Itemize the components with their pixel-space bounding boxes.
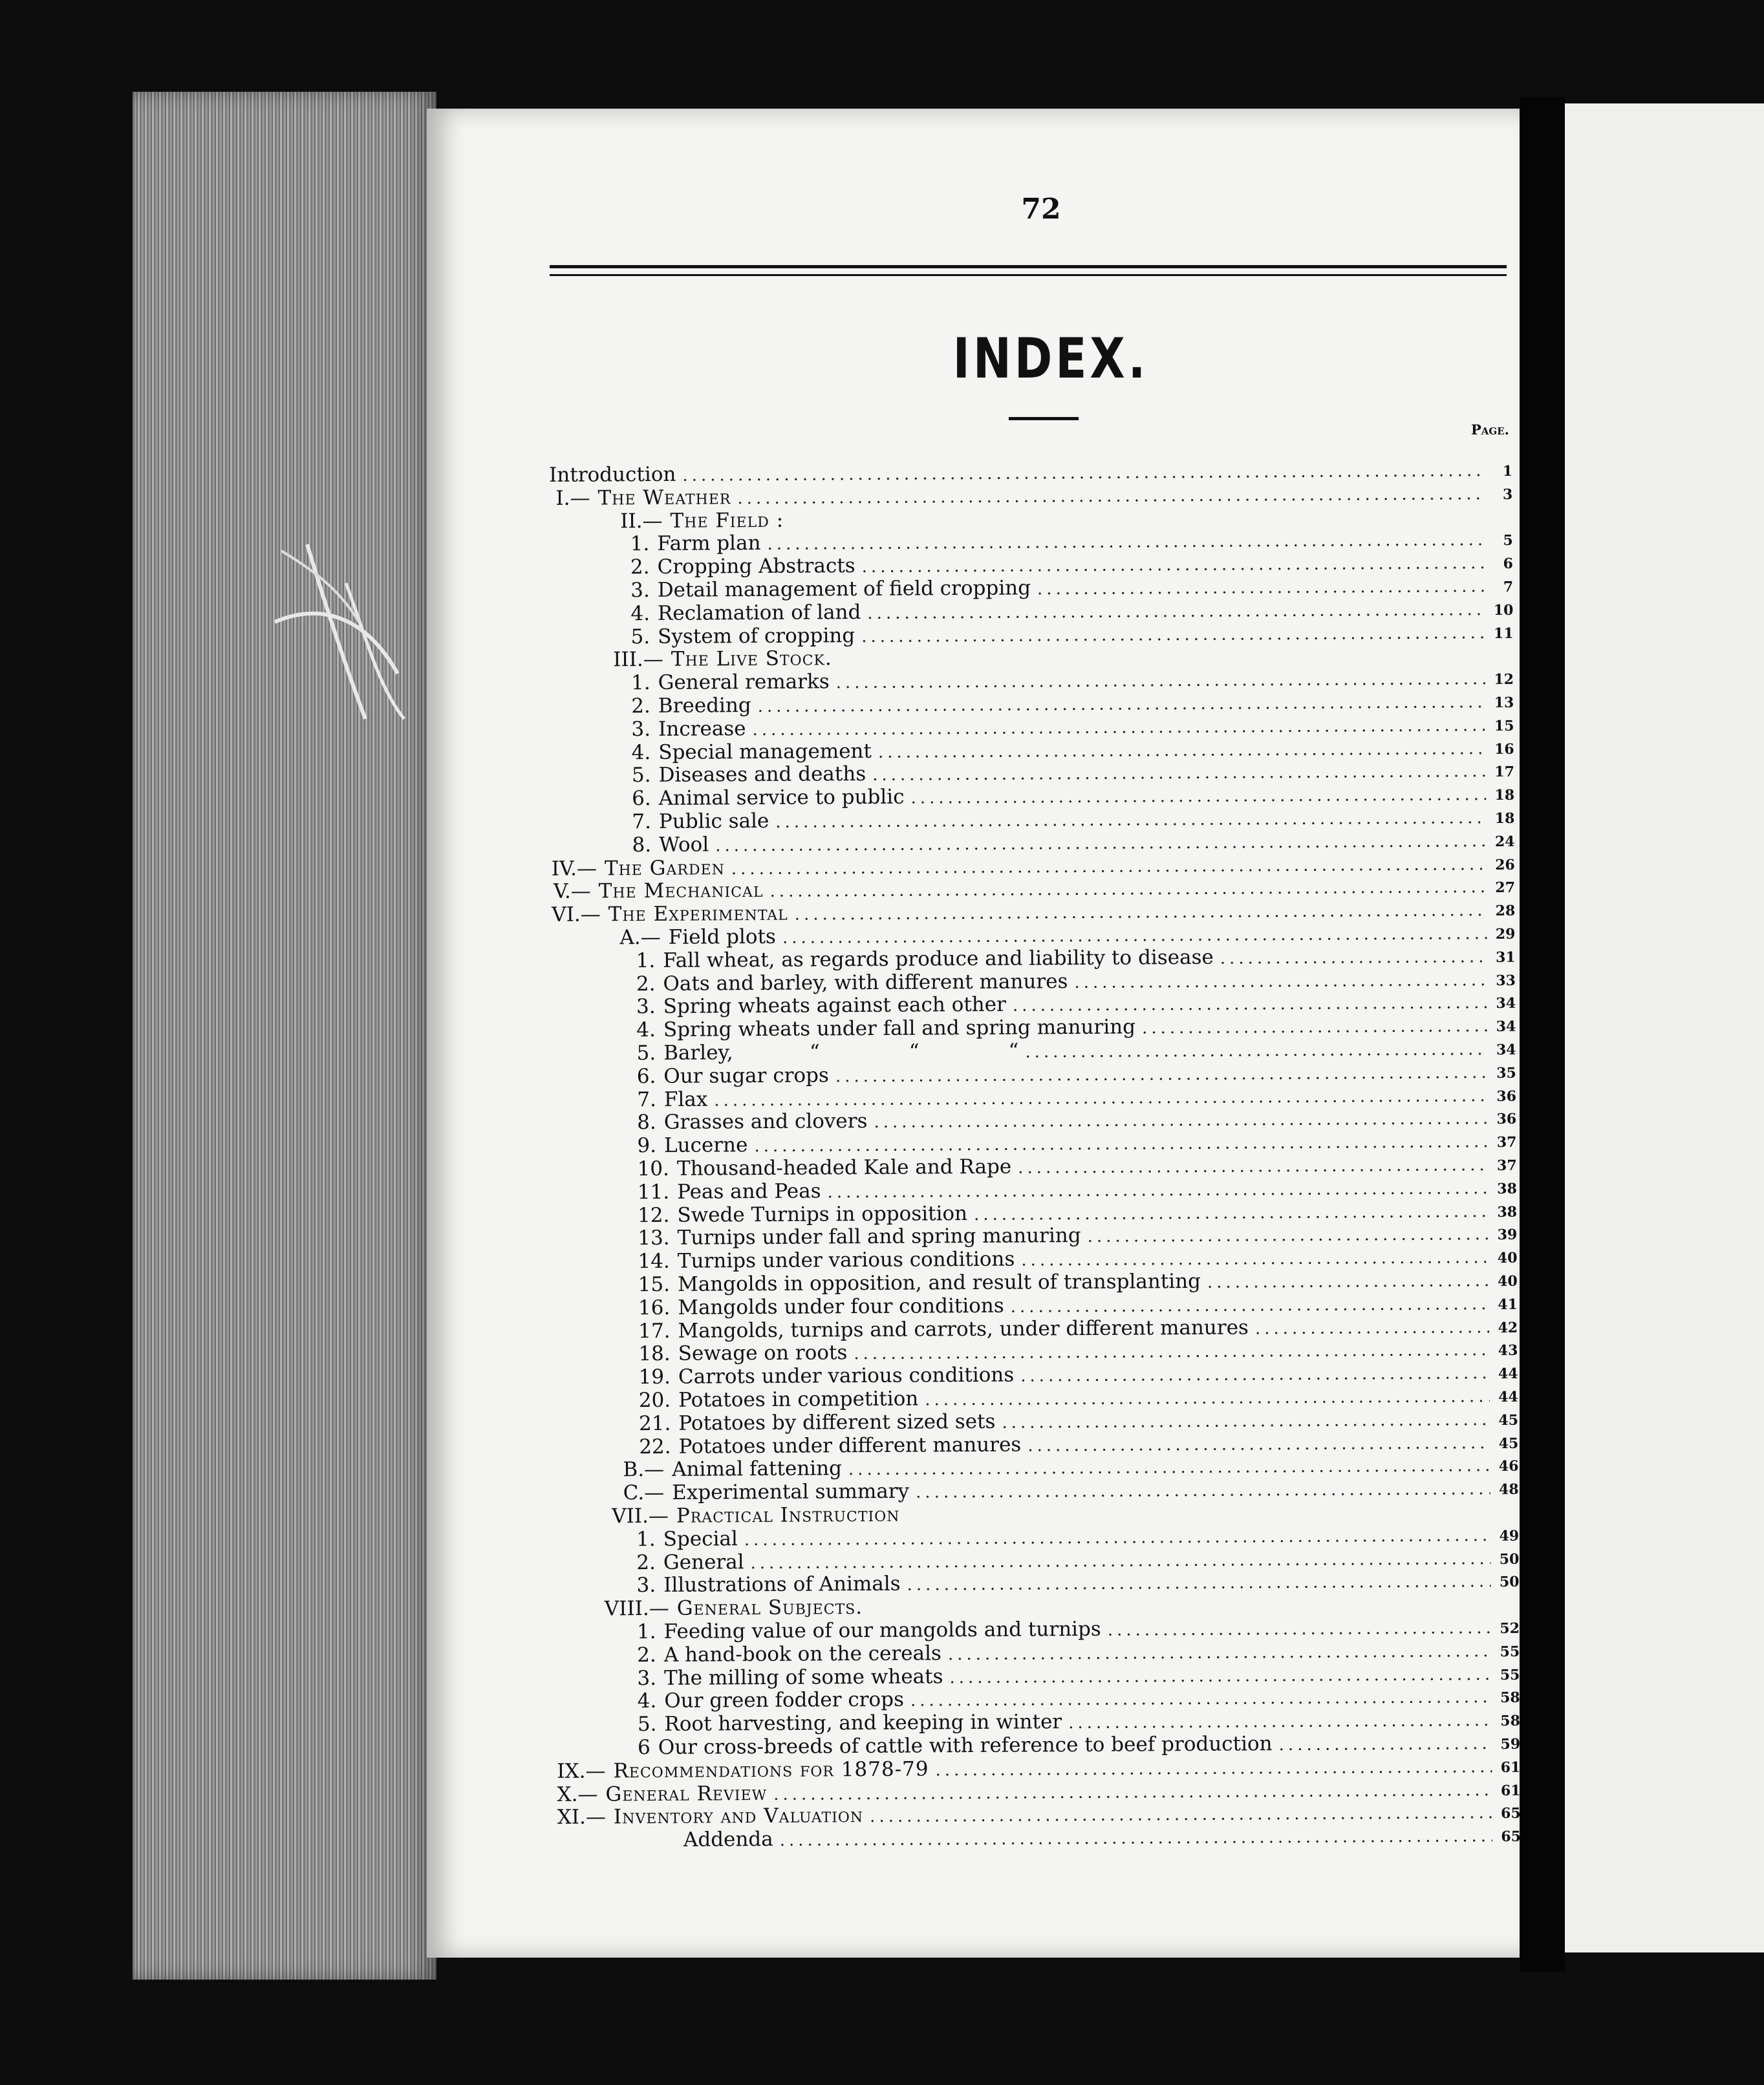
entry-number: 5. [632,764,659,787]
page-number: 72 [1009,193,1073,226]
entry-page-number: 49 [1497,1528,1519,1545]
entry-number: 5. [638,1713,665,1736]
entry-label: Introduction [549,463,676,487]
entry-label: The Weather [597,486,731,509]
leader-dots [1220,947,1487,968]
entry-label: Potatoes by different sized sets [678,1410,995,1435]
entry-label: Addenda [683,1828,773,1852]
entry-page-number: 24 [1493,833,1515,850]
entry-label: Farm plan [657,531,760,555]
entry-label: Spring wheats against each other [663,993,1006,1018]
entry-label: Recommendations for 1878-79 [613,1757,929,1782]
entry-label: Special management [658,740,872,764]
entry-number: 6. [637,1065,664,1088]
leader-dots [1011,1294,1489,1317]
entry-page-number: 50 [1498,1574,1520,1590]
entry-page-number: 48 [1497,1481,1519,1498]
entry-label: Sewage on roots [678,1342,848,1366]
leader-dots [870,1803,1492,1826]
entry-label: Increase [658,717,746,741]
entry-label: Turnips under fall and spring manuring [678,1224,1081,1250]
entry-label: Practical Instruction [676,1503,900,1528]
entry-label: Cropping Abstracts [657,554,855,579]
entry-number: 20. [639,1389,679,1412]
entry-number: 3. [631,718,658,741]
entry-label: Swede Turnips in opposition [677,1202,967,1227]
entry-label: Root harvesting, and keeping in winter [664,1710,1062,1736]
entry-number: 2. [631,694,658,718]
entry-page-number: 11 [1492,625,1514,641]
page-column-label: Page. [1471,422,1509,438]
entry-label: The Live Stock. [671,647,832,672]
entry-number: 22. [639,1435,679,1458]
entry-label: Spring wheats under fall and spring manuring [663,1016,1135,1042]
entry-number: 15. [638,1273,678,1296]
entry-page-number: 34 [1494,1018,1516,1035]
entry-number: 3. [636,1574,663,1597]
entry-page-number: 46 [1496,1458,1518,1475]
entry-page-number: 42 [1496,1319,1518,1336]
entry-number: 2. [636,1551,663,1574]
entry-label: Special [663,1527,738,1551]
entry-page-number: 37 [1494,1134,1516,1151]
entry-number: 1. [630,532,658,555]
entry-number: 16. [638,1296,678,1320]
entry-page-number: 12 [1492,671,1514,688]
entry-label: Wool [659,833,709,856]
entry-page-number: 34 [1494,995,1516,1012]
entry-page-number: 31 [1494,949,1516,966]
entry-page-number: 38 [1495,1203,1517,1220]
leader-dots [916,1479,1490,1502]
entry-label: Turnips under various conditions [678,1248,1015,1273]
entry-label: Illustrations of Animals [663,1572,901,1597]
leader-dots [861,623,1485,647]
entry-page-number: 65 [1499,1805,1521,1822]
leader-dots [1074,970,1487,992]
entry-label: Flax [664,1087,708,1111]
entry-label: Mangolds in opposition, and result of transplanting [678,1270,1201,1296]
index-entry [683,1823,1521,1852]
entry-page-number: 6 [1491,555,1513,572]
entry-number: 7. [637,1087,664,1111]
entry-page-number: 33 [1494,972,1516,989]
entry-number: 6 [638,1736,658,1759]
entry-page-number: 29 [1493,926,1515,943]
entry-label: The milling of some wheats [664,1665,943,1690]
entry-label: A hand-book on the cereals [664,1641,941,1667]
entry-number: 12. [638,1203,678,1226]
entry-number: 13. [638,1226,678,1250]
entry-number: 1. [636,1528,663,1551]
entry-page-number: 18 [1492,810,1514,827]
leader-dots [907,1572,1491,1595]
entry-page-number: 5 [1491,532,1513,549]
leader-dots [878,739,1486,762]
entry-number: III.— [550,648,671,672]
entry-number: 2. [630,555,658,579]
entry-page-number: 28 [1493,903,1515,919]
leader-dots [869,1610,1491,1614]
entry-label: System of cropping [658,624,855,648]
entry-page-number: 27 [1493,879,1515,896]
leader-dots [1025,1040,1487,1062]
entry-label: General Subjects. [677,1596,863,1620]
entry-page-number: 44 [1496,1389,1518,1406]
entry-label: Animal fattening [672,1457,842,1482]
leader-dots [1142,1016,1487,1038]
entry-label: Oats and barley, with different manures [663,970,1068,996]
leader-dots [1013,994,1487,1016]
leader-dots [935,1757,1492,1780]
entry-label: The Garden [605,856,725,880]
entry-number: 4. [636,1018,663,1042]
entry-number: VII.— [555,1504,676,1528]
entry-page-number: 52 [1498,1620,1520,1637]
entry-number: 6. [632,787,659,810]
entry-label: Experimental summary [672,1480,909,1504]
entry-label: The Field : [670,508,784,532]
entry-number: 4. [638,1689,665,1713]
entry-page-number: 65 [1499,1828,1521,1845]
leader-dots [1002,1410,1490,1433]
entry-number: 3. [637,1667,664,1690]
leader-dots [854,1340,1489,1363]
entry-label: Carrots under various conditions [678,1363,1015,1389]
leader-dots [907,1517,1490,1521]
leader-dots [949,1665,1491,1687]
entry-number: A.— [619,926,668,949]
entry-page-number: 38 [1495,1181,1517,1197]
entry-number: 3. [636,995,663,1018]
leader-dots [790,522,1484,527]
entry-page-number: 43 [1496,1342,1518,1359]
leader-dots [1279,1734,1492,1755]
entry-page-number: 1 [1490,463,1512,480]
leader-dots [1037,577,1485,599]
entry-label: Feeding value of our mangolds and turnips [663,1618,1101,1643]
entry-page-number: 18 [1492,787,1514,804]
entry-number: 17. [638,1319,678,1342]
entry-label: Grasses and clovers [664,1109,868,1134]
entry-label: Lucerne [664,1133,748,1157]
entry-number: I.— [549,486,597,509]
entry-number: 11. [638,1181,678,1204]
entry-page-number: 13 [1492,694,1514,711]
entry-number: 1. [631,671,658,694]
entry-page-number: 35 [1494,1065,1516,1082]
entry-page-number: 58 [1498,1689,1520,1706]
leader-dots [839,661,1485,665]
entry-page-number: 3 [1490,486,1512,503]
entry-label: Our sugar crops [663,1064,829,1088]
entry-label: General remarks [658,670,830,695]
leader-dots [1108,1618,1491,1640]
entry-page-number: 26 [1493,856,1515,873]
entry-page-number: 7 [1491,579,1513,595]
entry-page-number: 40 [1495,1250,1517,1267]
leader-dots [872,762,1486,786]
entry-page-number: 58 [1498,1713,1520,1729]
entry-page-number: 37 [1495,1157,1517,1174]
leader-dots [1027,1433,1490,1455]
entry-page-number: 15 [1492,718,1514,734]
leader-dots [1088,1224,1489,1246]
leader-dots [867,600,1485,623]
leader-dots [1068,1711,1492,1733]
leader-dots [1207,1271,1489,1292]
entry-label: Our cross-breeds of cattle with reference to beef production [658,1732,1273,1759]
leader-dots [1020,1363,1490,1385]
entry-page-number: 39 [1495,1226,1517,1243]
entry-number: 14. [638,1250,678,1273]
entry-label: Detail management of field cropping [658,576,1031,602]
leader-dots [925,1387,1490,1409]
entry-page-number: 41 [1496,1296,1518,1313]
entry-number: X.— [557,1782,605,1806]
entry-page-number: 40 [1496,1273,1518,1290]
entry-number: 4. [632,741,659,764]
entry-number: XI.— [557,1806,614,1830]
entry-label: Mangolds under four conditions [678,1294,1004,1319]
leader-dots [1255,1318,1489,1338]
entry-page-number: 55 [1498,1643,1520,1660]
entry-label: Potatoes under different manures [678,1433,1021,1458]
entry-label: Public sale [659,809,769,833]
entry-label: Breeding [658,694,751,718]
leader-dots [1018,1155,1489,1177]
entry-page-number: 61 [1498,1759,1520,1776]
entry-label: Barley, “ “ “ [663,1040,1019,1065]
entry-number: 3. [630,579,658,602]
entry-number: 21. [639,1412,679,1435]
leader-dots [874,1109,1488,1132]
entry-page-number: 59 [1498,1736,1520,1753]
entry-number: 1. [637,1620,664,1643]
entry-page-number: 34 [1494,1042,1516,1058]
leader-dots [780,1826,1492,1850]
entry-number: 4. [630,602,658,625]
entry-number: 1. [636,949,663,972]
entry-number: 5. [636,1042,663,1065]
entry-label: General Review [605,1782,767,1806]
leader-dots [974,1202,1489,1224]
entry-label: The Experimental [608,902,788,926]
entry-page-number: 44 [1496,1365,1518,1382]
entry-page-number: 17 [1492,764,1514,780]
entry-label: Inventory and Valuation [614,1804,863,1828]
entry-number: 2. [636,972,663,995]
entry-label: Reclamation of land [658,601,861,625]
entry-label: Fall wheat, as regards produce and liability to disease [663,945,1214,972]
entry-label: Animal service to public [659,786,905,810]
entry-page-number: 55 [1498,1666,1520,1683]
entry-number: 18. [638,1342,678,1365]
entry-label: Potatoes in competition [678,1387,918,1411]
entry-number: VI.— [552,903,608,927]
entry-number: 9. [637,1134,664,1157]
entry-label: The Mechanical [599,879,764,903]
entry-label: Thousand-headed Kale and Rape [677,1155,1011,1181]
leader-dots [862,553,1485,577]
entry-label: Our green fodder crops [664,1688,904,1713]
page-title: INDEX. [932,326,1170,391]
entry-number: 2. [637,1643,664,1667]
entry-page-number: 50 [1497,1550,1519,1567]
entry-label: Mangolds, turnips and carrots, under different manures [678,1316,1249,1342]
entry-number: 10. [638,1157,678,1181]
entry-page-number: 45 [1496,1435,1518,1451]
entry-number: V.— [552,880,599,903]
entry-page-number: 16 [1492,740,1514,757]
entry-label: General [663,1550,744,1574]
leader-dots [910,1687,1492,1710]
entry-number: VIII.— [556,1597,677,1621]
entry-number: II.— [549,509,670,533]
entry-page-number: 36 [1494,1087,1516,1104]
leader-dots [948,1641,1492,1664]
entry-page-number: 45 [1496,1412,1518,1429]
entry-label: Peas and Peas [677,1179,821,1203]
entry-number: IX.— [557,1759,613,1783]
leader-dots [848,1456,1490,1479]
entry-page-number: 36 [1494,1111,1516,1128]
entry-number: 8. [637,1111,664,1134]
entry-page-number: 10 [1491,602,1513,619]
entry-number: B.— [623,1458,672,1481]
entry-number: 19. [639,1365,679,1389]
leader-dots [910,785,1486,807]
entry-label: Diseases and deaths [658,762,866,787]
entry-number: 8. [632,833,659,857]
leader-dots [1021,1248,1489,1270]
entry-number: IV.— [552,857,605,881]
entry-label: Field plots [669,925,776,949]
entry-number: 7. [632,810,659,833]
entry-page-number: 61 [1498,1782,1520,1799]
leader-dots [836,669,1486,692]
entry-number: C.— [623,1481,672,1504]
entry-number: 5. [631,625,658,648]
